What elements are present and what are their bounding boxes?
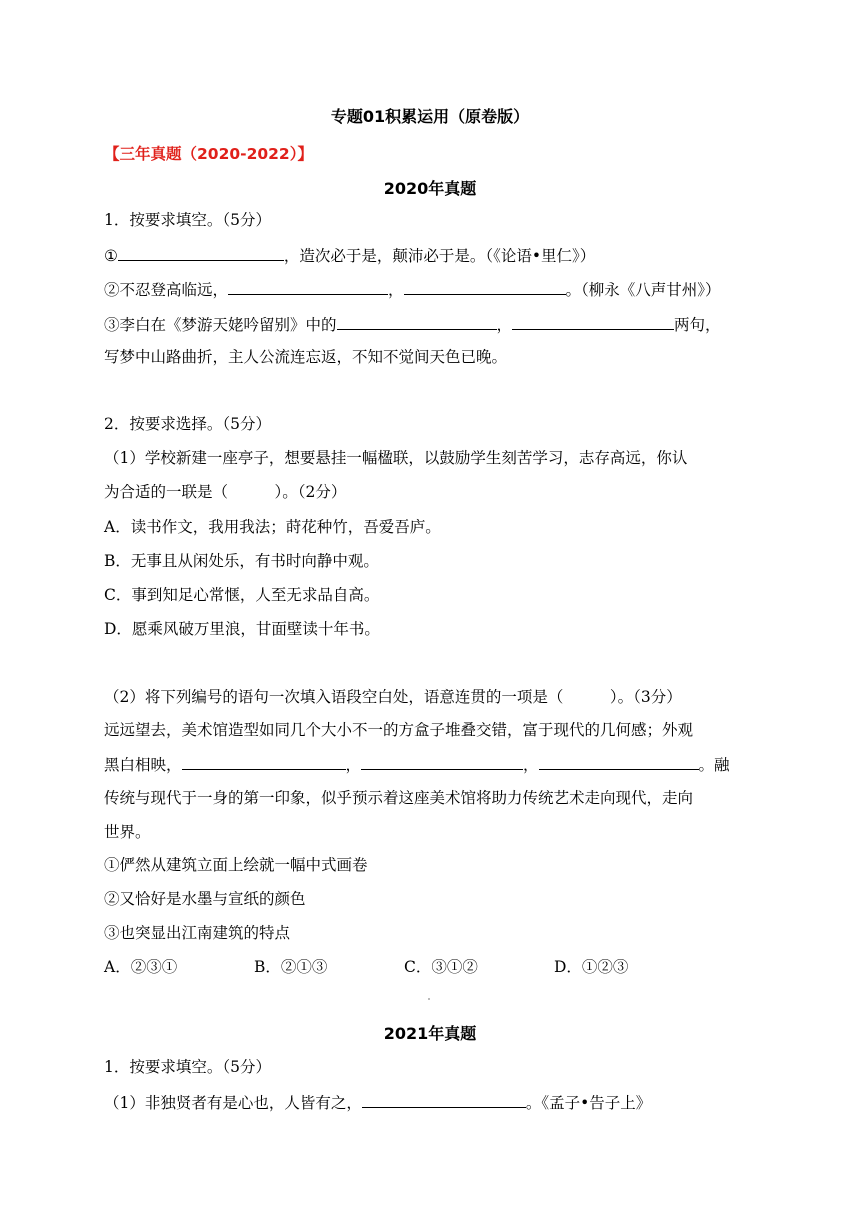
line2-prefix: ②不忍登高临远， [104, 281, 229, 299]
fill-blank[interactable] [182, 753, 346, 770]
line3-mid: ， [496, 316, 513, 334]
line3-prefix: 黑白相映， [104, 756, 182, 774]
option-a: A．②③① [104, 958, 178, 976]
fill-blank[interactable] [337, 313, 497, 330]
q1-2020-line4: 写梦中山路曲折，主人公流连忘返，不知不觉间天色已晚。 [104, 348, 508, 366]
fill-blank[interactable] [118, 244, 284, 261]
line3-suffix: 。融 [698, 756, 730, 774]
q2-part1-option-d: D．愿乘风破万里浪，甘面壁读十年书。 [104, 620, 380, 638]
fill-blank[interactable] [404, 278, 566, 295]
q1-2021-line1 [104, 1091, 651, 1114]
q2-part1-option-c: C．事到知足心常惬，人至无求品自高。 [104, 586, 380, 604]
q2-part1-option-b: B．无事且从闲处乐，有书时向静中观。 [104, 552, 379, 570]
comma: ， [345, 756, 362, 774]
q2-part1-option-a: A．读书作文，我用我法；莳花种竹，吾爱吾庐。 [104, 518, 441, 536]
fill-blank[interactable] [362, 1091, 526, 1108]
q1-2020-line3 [104, 313, 721, 336]
option-c: C．③①② [404, 958, 478, 976]
statement-3: ③也突显出江南建筑的特点 [104, 924, 291, 942]
line2-suffix: 。（柳永《八声甘州》） [565, 281, 721, 299]
option-d: D．①②③ [554, 958, 629, 976]
q2-part2-line1: （2）将下列编号的语句一次填入语段空白处，语意连贯的一项是（ ）。（3分） [104, 688, 682, 706]
line3-suffix: 两句， [674, 316, 721, 334]
line1-prefix: ① [104, 247, 118, 265]
fill-blank[interactable] [228, 278, 388, 295]
line1-suffix: ，造次必于是，颠沛必于是。（《论语•里仁》） [283, 247, 596, 265]
fill-blank[interactable] [512, 313, 674, 330]
line3-prefix: ③李白在《梦游天姥吟留别》中的 [104, 316, 337, 334]
page-mark [428, 998, 430, 1000]
q2-part2-line5: 世界。 [104, 823, 151, 841]
q1-2020-line1 [104, 244, 595, 267]
statement-1: ①俨然从建筑立面上绘就一幅中式画卷 [104, 856, 368, 874]
line2-mid: ， [388, 281, 404, 299]
q2-part1-line2: 为合适的一联是（ ）。（2分） [104, 483, 347, 501]
fill-blank[interactable] [361, 753, 523, 770]
fill-blank[interactable] [539, 753, 699, 770]
q1-2021-stem: 1．按要求填空。（5分） [104, 1058, 271, 1076]
line1-suffix: 。《孟子•告子上》 [525, 1094, 652, 1112]
document-title: 专题01积累运用（原卷版） [330, 107, 530, 126]
comma: ， [523, 756, 539, 774]
statement-2: ②又恰好是水墨与宣纸的颜色 [104, 890, 306, 908]
q2-2020-stem: 2．按要求选择。（5分） [104, 415, 271, 433]
option-b: B．②①③ [254, 958, 328, 976]
section-header: 【三年真题（2020-2022）】 [104, 145, 313, 163]
q1-2020-line2 [104, 278, 721, 301]
q1-2020-stem: 1．按要求填空。（5分） [104, 211, 271, 229]
q2-part2-options [104, 956, 628, 978]
q2-part2-line3 [104, 753, 730, 776]
year-2020-heading: 2020年真题 [383, 179, 477, 198]
line1-prefix: （1）非独贤者有是心也，人皆有之， [104, 1094, 362, 1112]
q2-part1-line1: （1）学校新建一座亭子，想要悬挂一幅楹联，以鼓励学生刻苦学习，志存高远，你认 [104, 449, 688, 467]
year-2021-heading: 2021年真题 [383, 1024, 477, 1043]
q2-part2-line2: 远远望去，美术馆造型如同几个大小不一的方盒子堆叠交错，富于现代的几何感；外观 [104, 721, 694, 739]
q2-part2-line4: 传统与现代于一身的第一印象，似乎预示着这座美术馆将助力传统艺术走向现代，走向 [104, 789, 694, 807]
